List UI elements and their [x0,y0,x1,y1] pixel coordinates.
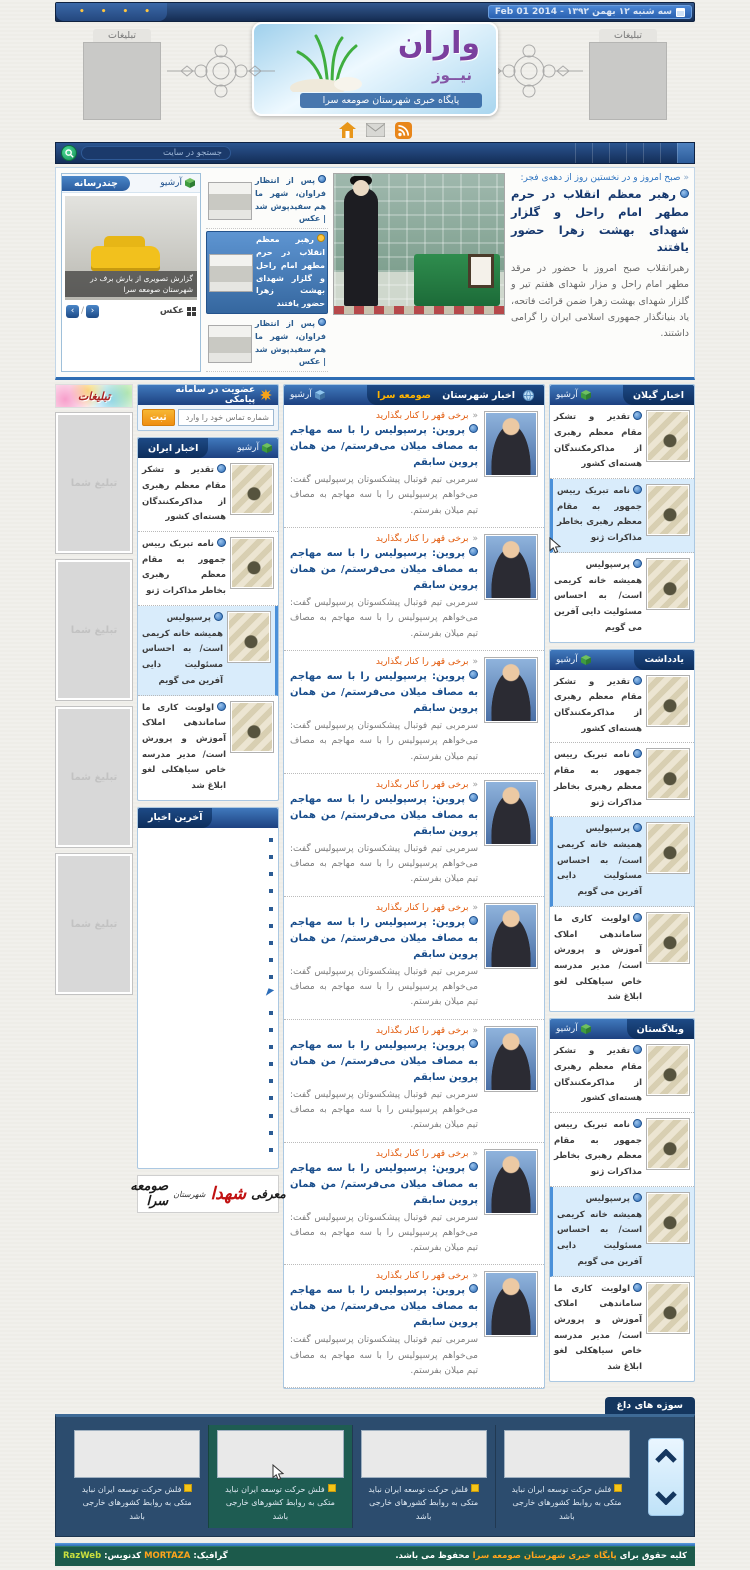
chevron-up-icon[interactable] [655,1449,677,1463]
multimedia-tab[interactable]: چندرسانه [62,176,130,191]
multimedia-photo[interactable] [65,196,197,300]
news-pretitle: « برخی قهر را کنار بگذارید [290,903,478,913]
news-text [290,657,478,765]
taxi-graphic [91,246,160,271]
featured-photo[interactable] [333,173,505,315]
star-icon [260,389,272,401]
archive-cube-icon [315,390,325,400]
nav-tabs [575,143,694,163]
archive-cube-icon [581,390,591,400]
topbar-menu-item[interactable] [112,7,134,17]
news-thumbnail [484,534,538,600]
portrait-photo [486,1151,536,1213]
banner-word-red: شهدا [210,1184,247,1205]
date-box [488,5,692,19]
ad-label: تبلیغات [93,29,151,42]
money-photo [232,703,272,751]
money-photo [648,560,688,608]
nav-tab[interactable] [592,143,609,163]
section-header [550,650,694,670]
ad-label: تبلیغات [599,29,657,42]
sms-signup-box [137,384,279,431]
money-photo [232,539,272,587]
news-pretitle: « برخی قهر را کنار بگذارید [290,1149,478,1159]
latest-news-list [138,828,278,1168]
multimedia-header [62,174,200,193]
news-item[interactable] [550,1277,694,1381]
hot-topics-header [55,1397,695,1414]
ad-slot[interactable]: تبلیغ شما [55,706,133,848]
topbar-menu-item[interactable] [68,7,90,17]
archive-link[interactable]: آرشیو [231,443,278,453]
news-item[interactable] [284,405,544,528]
martyrs-banner[interactable] [130,1175,286,1213]
news-item[interactable] [138,532,278,606]
logo-title: واران [397,26,480,61]
section-city-news [283,384,545,1389]
featured-article [333,173,689,372]
portrait-photo [486,413,536,475]
main-top-section [55,167,695,380]
news-title: پروین: پرسپولیس را با سه مهاجم به مصاف میلان می‌فرستم/ من همان پروین سابقم [290,1283,478,1331]
nav-tab[interactable] [660,143,677,163]
banner-word: صومعه سرا [130,1179,169,1210]
news-title: پروین: پرسپولیس را با سه مهاجم به مصاف میلان می‌فرستم/ من همان پروین سابقم [290,915,478,963]
hot-topic-caption: فلش حرکت توسعه ایران نباید متکی به روابط کشورهای خارجی باشد [217,1483,343,1523]
latest-news-item[interactable] [143,867,273,884]
portrait-photo [486,905,536,967]
rice-seedling-graphic [284,30,374,92]
section-items [550,1039,694,1381]
headline-item[interactable] [206,316,328,372]
hot-topic-cards [66,1425,638,1528]
news-item[interactable] [550,817,694,907]
news-item[interactable] [284,774,544,897]
headline-thumbnail [208,182,252,220]
ad-slot[interactable]: تبلیغ شما [55,559,133,701]
section-header [284,385,544,405]
search-input[interactable] [81,146,231,160]
sms-header [138,385,278,405]
headline-title: پس از انتظار فراوان، شهر ما هم سفیدپوش شد | عکس [255,175,326,226]
headline-item[interactable] [206,231,328,314]
news-summary: سرمربی تیم فوتبال پیشکسوتان پرسپولیس گفت: می‌خواهم پرسپولیس را با سه مهاجم به مصاف تیم میلان بفرستم. [290,1335,478,1376]
latest-news-item[interactable] [143,1040,273,1057]
calendar-icon [676,8,685,17]
latest-news-item[interactable] [143,953,273,970]
archive-link[interactable]: آرشیو [550,655,597,665]
header-ad-left [83,29,161,120]
news-item[interactable] [550,1187,694,1277]
news-item[interactable] [284,1143,544,1266]
copyright-text: کلیه حقوق برای پایگاه خبری شهرستان صومعه سرا محفوظ می باشد. [395,1551,687,1562]
section-items [550,405,694,641]
topbar-menu-item[interactable] [133,7,155,17]
photo-label: عکس [159,306,184,316]
archive-cube-icon [581,655,591,665]
section-latest-news [137,807,279,1169]
hot-topics-title: سوژه های داغ [605,1397,695,1414]
news-thumbnail [230,701,274,753]
latest-news-item[interactable] [143,833,273,850]
search-icon[interactable] [61,145,77,161]
latest-news-item[interactable] [143,1006,273,1023]
latest-news-item[interactable] [143,850,273,867]
city-news-items [284,405,544,1388]
news-thumbnail [484,780,538,846]
topbar-menu-item[interactable] [90,7,112,17]
news-thumbnail [646,1282,690,1334]
site-name: پایگاه خبری شهرستان صومعه سرا [472,1551,617,1562]
money-photo [648,1046,688,1094]
news-summary: سرمربی تیم فوتبال پیشکسوتان پرسپولیس گفت: می‌خواهم پرسپولیس را با سه مهاجم به مصاف تیم میلان بفرستم. [290,843,478,885]
money-photo [648,1120,688,1168]
section-header [550,385,694,405]
mouse-cursor [549,537,561,558]
ad-slots [55,412,133,995]
archive-cube-icon [262,443,272,453]
latest-news-item[interactable] [143,987,273,1005]
header-ad-right [589,29,667,120]
nav-tab[interactable] [609,143,626,163]
news-item[interactable] [284,528,544,651]
news-title: تقدیر و تشکر مقام معظم رهبری از مذاکرمکنندگان هسته‌ای کشور [554,410,642,473]
topbar-menu [56,3,167,21]
news-item[interactable] [138,696,278,800]
news-summary: سرمربی تیم فوتبال پیشکسوتان پرسپولیس گفت: می‌خواهم پرسپولیس را با سه مهاجم به مصاف تیم میلان بفرستم. [290,1212,478,1254]
archive-cube-icon [581,1024,591,1034]
news-item[interactable] [550,743,694,817]
news-title: اولویت کاری ما ساماندهی املاک آموزش و پرورش است/ مدیر مدرسه خاص سیاهکلی لغو ابلاغ شد [142,701,226,795]
news-title: پروین: پرسپولیس را با سه مهاجم به مصاف میلان می‌فرستم/ من همان پروین سابقم [290,546,478,594]
money-photo [648,412,688,460]
latest-news-item[interactable] [143,884,273,901]
news-title: پروین: پرسپولیس را با سه مهاجم به مصاف میلان می‌فرستم/ من همان پروین سابقم [290,423,478,471]
next-arrow-button[interactable]: › [66,305,79,318]
portrait-photo [486,1273,536,1335]
narrow-column [130,384,286,1213]
news-item[interactable] [550,1039,694,1113]
latest-news-item[interactable] [143,1023,273,1040]
news-title: اولویت کاری ما ساماندهی املاک آموزش و پرورش است/ مدیر مدرسه خاص سیاهکلی لغو ابلاغ شد [554,912,642,1006]
mouse-cursor [272,1464,284,1485]
quick-icons-row [55,118,695,142]
news-summary: سرمربی تیم فوتبال پیشکسوتان پرسپولیس گفت: می‌خواهم پرسپولیس را با سه مهاجم به مصاف تیم میلان بفرستم. [290,475,478,516]
hot-topic-image [504,1430,630,1478]
news-title: پروین: پرسپولیس را با سه مهاجم به مصاف میلان می‌فرستم/ من همان پروین سابقم [290,792,478,840]
featured-title[interactable]: رهبر معظم انقلاب در حرم مطهر امام راحل و گلزار شهدای بهشت زهرا حضور یافتند [511,186,689,257]
email-icon[interactable] [366,123,385,137]
section-iran-news [137,437,279,801]
news-thumbnail [646,1192,690,1244]
news-thumbnail [646,912,690,964]
archive-cube-icon [185,178,195,188]
multimedia-nav: ‹ / › [66,305,99,318]
news-title: نامه تبریک رییس جمهور به مقام معظم رهبری بخاطر مذاکرات ژنو [557,484,642,547]
news-item[interactable] [550,670,694,744]
news-pretitle: « برخی قهر را کنار بگذارید [290,1026,478,1036]
portrait-photo [486,659,536,721]
latest-news-item[interactable] [143,1143,273,1160]
right-column [549,384,695,1388]
hot-topic-card[interactable] [495,1425,638,1528]
news-thumbnail [230,463,274,515]
phone-input[interactable] [178,409,274,426]
headline-item[interactable] [206,173,328,229]
section-gilan-news [549,384,695,642]
topbar [55,2,695,22]
prev-arrow-button[interactable]: ‹ [86,305,99,318]
photo-label-group [160,306,196,316]
news-item[interactable] [138,606,278,696]
news-title: نامه تبریک رییس جمهور به مقام معظم رهبری بخاطر مذاکرات ژنو [554,748,642,811]
news-title: پروین: پرسپولیس را با سه مهاجم به مصاف میلان می‌فرستم/ من همان پروین سابقم [290,1161,478,1209]
hot-topic-card[interactable] [66,1425,208,1528]
money-photo [232,465,272,513]
latest-news-item[interactable] [143,902,273,919]
news-thumbnail [646,1044,690,1096]
section-note [549,649,695,1013]
banner-word-small: شهرستان [173,1189,206,1199]
section-title-tab[interactable]: اخبار شهرستان صومعه سرا [367,385,544,405]
news-item[interactable] [284,1265,544,1388]
news-summary: سرمربی تیم فوتبال پیشکسوتان پرسپولیس گفت: می‌خواهم پرسپولیس را با سه مهاجم به مصاف تیم میلان بفرستم. [290,1089,478,1131]
home-icon[interactable] [339,122,356,138]
hot-topic-image [74,1430,200,1478]
section-header [138,438,278,458]
news-pretitle: « برخی قهر را کنار بگذارید [290,411,478,421]
news-pretitle: « برخی قهر را کنار بگذارید [290,1271,478,1281]
nav-tab[interactable] [626,143,643,163]
headline-title: رهبر معظم انقلاب در حرم مطهر امام راحل و گلزار شهدای بهشت زهرا حضور یافتند [256,234,325,311]
hot-topic-card[interactable] [352,1425,495,1528]
money-photo [648,824,688,872]
nav-tab[interactable] [575,143,592,163]
multimedia-box [61,173,201,372]
news-pretitle: « برخی قهر را کنار بگذارید [290,657,478,667]
news-item[interactable] [284,651,544,774]
portrait-photo [486,782,536,844]
news-item[interactable] [550,479,694,553]
logo-subtitle: نیــوز [431,66,472,84]
headline-thumbnail [209,254,253,292]
search-area [56,143,236,163]
news-title: تقدیر و تشکر مقام معظم رهبری از مذاکرمکنندگان هسته‌ای کشور [554,1044,642,1107]
archive-link[interactable]: آرشیو [284,390,331,400]
chevron-down-icon[interactable] [655,1491,677,1505]
portrait-photo [486,536,536,598]
archive-link[interactable]: آرشیو [550,1024,597,1034]
section-title-tab[interactable]: اخبار گیلان [623,385,694,405]
news-title: پرسپولیس همیشه خانه کریمی است/ به احساس مسئولیت دایی آفرین می گویم [557,822,642,901]
section-title-tab[interactable]: یادداشت [634,650,694,670]
ad-slot[interactable]: تبلیغ شما [55,853,133,995]
site-logo[interactable] [252,22,498,116]
news-thumbnail [646,1118,690,1170]
featured-body: رهبرانقلاب صبح امروز با حضور در مرقد مطهر امام راحل و مزار شهدای هفتم تیر و گلزار شهدای بهشت زهرا ضمن قرائت فاتحه، یاد بنیانگذار جمهوری اسلامی ایران را گرامی داشتند. [511,263,689,339]
news-item[interactable] [284,1020,544,1143]
hot-topic-caption: فلش حرکت توسعه ایران نباید متکی به روابط کشورهای خارجی باشد [74,1483,200,1523]
multimedia-footer [62,303,200,321]
news-thumbnail [484,1271,538,1337]
section-blogs [549,1018,695,1382]
portrait-photo [486,1028,536,1090]
sms-title: عضویت در سامانه پیامکی [175,385,256,406]
hot-topic-caption: فلش حرکت توسعه ایران نباید متکی به روابط کشورهای خارجی باشد [361,1483,487,1523]
news-title: تقدیر و تشکر مقام معظم رهبری از مذاکرمکنندگان هسته‌ای کشور [554,675,642,738]
news-item[interactable] [138,458,278,532]
ad-placeholder[interactable] [589,42,667,120]
news-title: اولویت کاری ما ساماندهی املاک آموزش و پرورش است/ مدیر مدرسه خاص سیاهکلی لغو ابلاغ شد [554,1282,642,1376]
banner-word: معرفی [251,1187,286,1202]
news-title: پرسپولیس همیشه خانه کریمی است/ به احساس مسئولیت دایی آفرین می گویم [554,558,642,637]
news-thumbnail [646,822,690,874]
code-credit[interactable]: RazWeb [63,1551,102,1562]
news-text [290,534,478,642]
featured-text [511,173,689,372]
headline-title: پس از انتظار فراوان، شهر ما هم سفیدپوش شد | عکس [255,318,326,369]
news-item[interactable] [550,553,694,642]
money-photo [648,677,688,725]
news-item[interactable] [550,405,694,479]
news-item[interactable] [284,897,544,1020]
hot-topic-card[interactable] [208,1425,351,1528]
section-header [138,808,278,828]
ornament-left-decoration [167,44,275,102]
news-thumbnail [646,410,690,462]
hot-topics-scroller [648,1438,684,1516]
footer [55,1546,695,1566]
news-title: پرسپولیس همیشه خانه کریمی است/ به احساس مسئولیت دایی آفرین می گویم [142,611,223,690]
money-photo [648,486,688,534]
news-text [290,1271,478,1379]
page [55,0,695,1566]
ad-placeholder[interactable] [83,42,161,120]
news-text [290,411,478,519]
news-title: تقدیر و تشکر مقام معظم رهبری از مذاکرمکنندگان هسته‌ای کشور [142,463,226,526]
section-title-tab[interactable]: اخبار ایران [138,438,208,458]
news-title: پروین: پرسپولیس را با سه مهاجم به مصاف میلان می‌فرستم/ من همان پروین سابقم [290,1038,478,1086]
multimedia-caption: گزارش تصویری از بارش برف در شهرستان صومعه سرا [65,271,197,298]
archive-link[interactable]: آرشیو [550,390,597,400]
section-title-highlight: صومعه سرا [376,389,431,401]
latest-news-item[interactable] [143,1057,273,1074]
mid-section [55,384,695,1395]
logo-caption: پایگاه خبری شهرستان صومعه سرا [300,93,482,108]
nav-tab[interactable] [643,143,660,163]
news-thumbnail [646,748,690,800]
graphic-credit[interactable]: MORTAZA [144,1551,191,1562]
headline-list [206,173,328,372]
news-thumbnail [484,1026,538,1092]
nav-tab[interactable] [677,143,694,163]
news-summary: سرمربی تیم فوتبال پیشکسوتان پرسپولیس گفت: می‌خواهم پرسپولیس را با سه مهاجم به مصاف تیم میلان بفرستم. [290,720,478,762]
latest-news-item[interactable] [143,1074,273,1091]
multimedia-archive-link[interactable]: آرشیو [155,178,200,188]
news-thumbnail [227,611,271,663]
news-thumbnail [646,675,690,727]
latest-news-item[interactable] [143,919,273,936]
main-navbar [55,142,695,164]
globe-icon [523,390,534,401]
news-item[interactable] [550,907,694,1011]
news-title: نامه تبریک رییس جمهور به مقام معظم رهبری بخاطر مذاکرات ژنو [142,537,226,600]
news-pretitle: « برخی قهر را کنار بگذارید [290,534,478,544]
latest-news-item[interactable] [143,1091,273,1108]
latest-news-item[interactable] [143,1126,273,1143]
news-thumbnail [484,903,538,969]
news-title: پرسپولیس همیشه خانه کریمی است/ به احساس مسئولیت دایی آفرین می گویم [557,1192,642,1271]
sms-form [138,405,278,430]
money-photo [648,1194,688,1242]
news-thumbnail [230,537,274,589]
section-title-tab[interactable]: آخرین اخبار [138,808,212,828]
hot-topics-band [55,1414,695,1537]
header [55,22,695,118]
news-text [290,1149,478,1257]
latest-news-item[interactable] [143,1109,273,1126]
date-text: سه شنبه ۱۲ بهمن ۱۳۹۲ - Feb 01 2014 [494,7,672,17]
news-summary: سرمربی تیم فوتبال پیشکسوتان پرسپولیس گفت: می‌خواهم پرسپولیس را با سه مهاجم به مصاف تیم میلان بفرستم. [290,966,478,1008]
news-thumbnail [484,1149,538,1215]
hot-topic-image [361,1430,487,1478]
section-items [550,670,694,1012]
news-thumbnail [484,411,538,477]
ads-banner[interactable]: تبلیغات [55,384,133,408]
grid-icon [187,307,196,316]
ad-slot[interactable]: تبلیغ شما [55,412,133,554]
money-photo [648,1284,688,1332]
news-title: پروین: پرسپولیس را با سه مهاجم به مصاف میلان می‌فرستم/ من همان پروین سابقم [290,669,478,717]
latest-news-item[interactable] [143,970,273,987]
rss-icon[interactable] [395,122,412,139]
credits-text: گرافیک: MORTAZA کدنویس: RazWeb [63,1551,228,1562]
featured-pretitle: « صبح امروز و در نخستین روز از دهه‌ی فجر: [511,173,689,183]
news-text [290,780,478,888]
section-title-tab[interactable]: وبلاگستان [627,1019,694,1039]
section-items [138,458,278,800]
news-thumbnail [484,657,538,723]
hot-topic-caption: فلش حرکت توسعه ایران نباید متکی به روابط کشورهای خارجی باشد [504,1483,630,1523]
section-header [550,1019,694,1039]
money-photo [648,914,688,962]
money-photo [229,613,269,661]
news-text [290,903,478,1011]
news-item[interactable] [550,1113,694,1187]
center-column [283,384,545,1395]
news-pretitle: « برخی قهر را کنار بگذارید [290,780,478,790]
sms-submit-button[interactable]: ثبت [142,409,175,426]
news-title: نامه تبریک رییس جمهور به مقام معظم رهبری بخاطر مذاکرات ژنو [554,1118,642,1181]
money-photo [648,750,688,798]
news-summary: سرمربی تیم فوتبال پیشکسوتان پرسپولیس گفت: می‌خواهم پرسپولیس را با سه مهاجم به مصاف تیم میلان بفرستم. [290,598,478,639]
news-thumbnail [646,558,690,610]
latest-news-item[interactable] [143,936,273,953]
news-text [290,1026,478,1134]
news-thumbnail [646,484,690,536]
headline-thumbnail [208,325,252,363]
ads-column [55,384,133,1000]
